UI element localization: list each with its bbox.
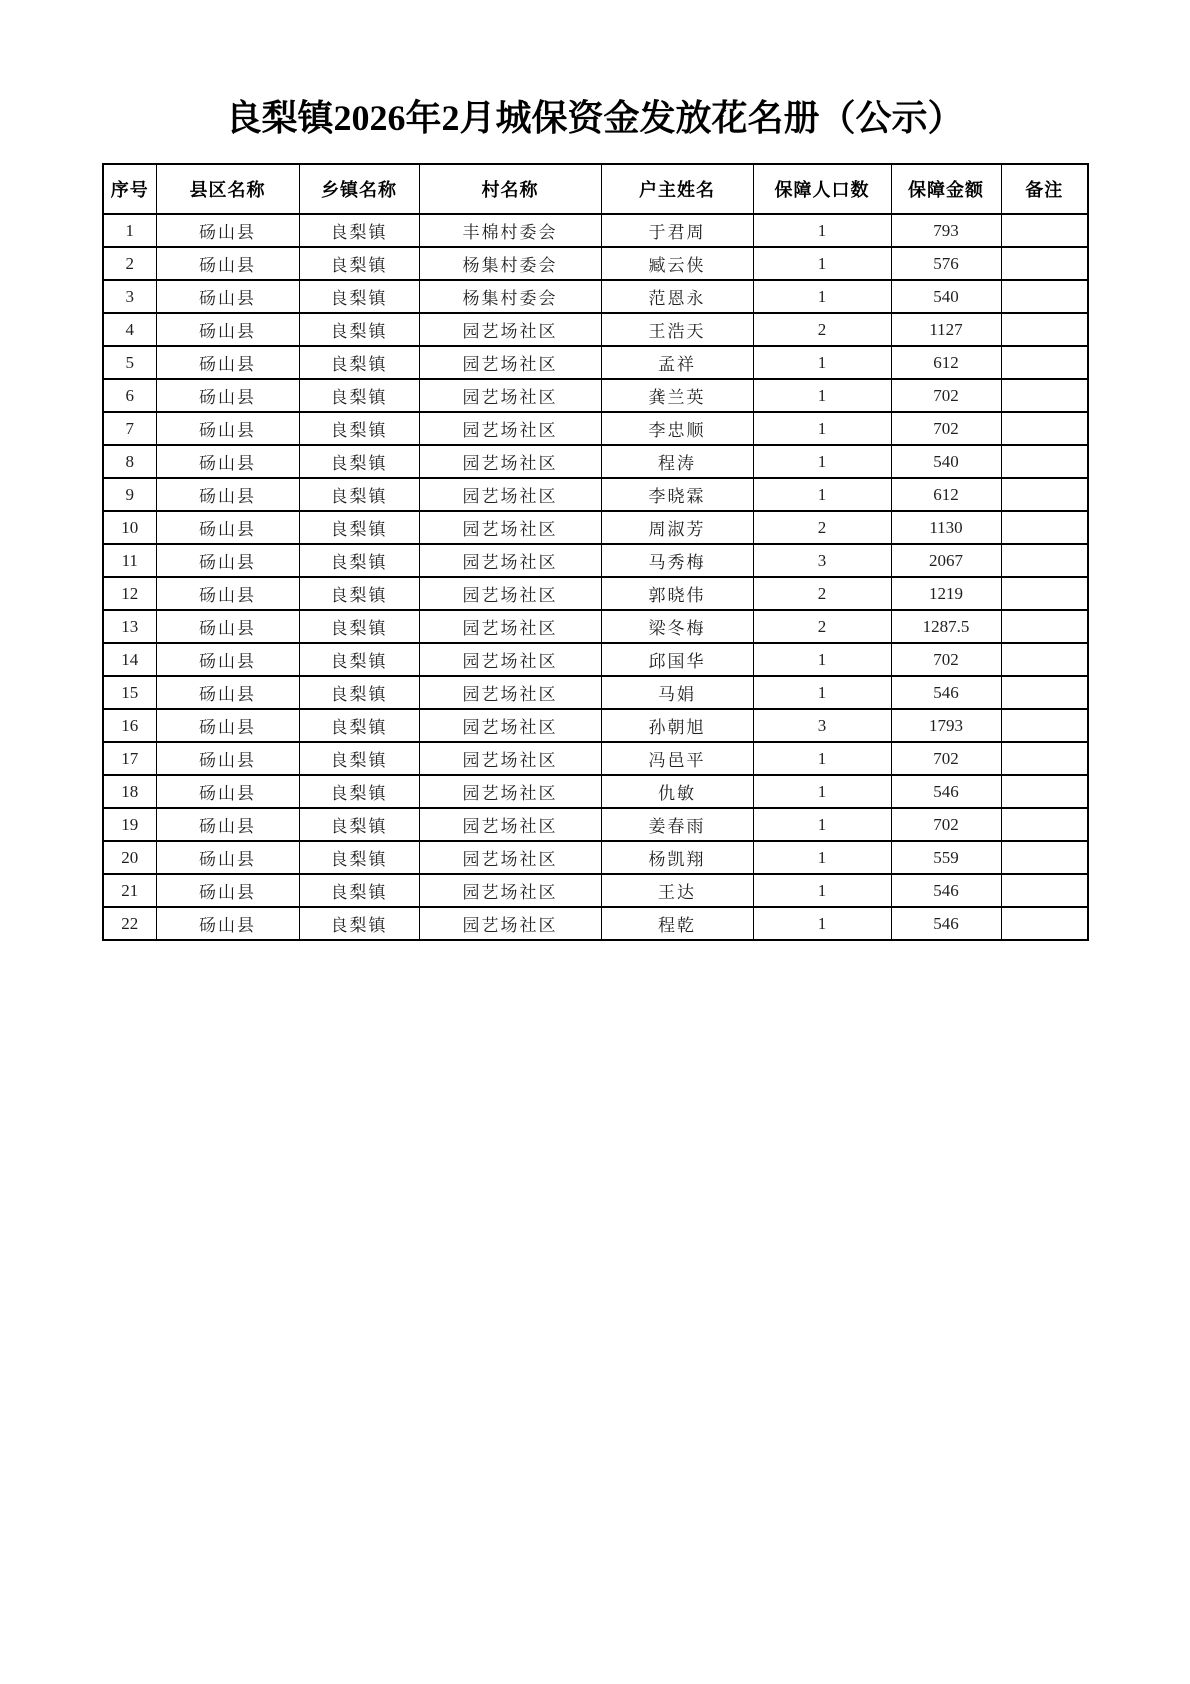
table-cell xyxy=(1001,907,1088,940)
column-header-4: 户主姓名 xyxy=(601,164,753,214)
table-cell: 良梨镇 xyxy=(299,742,419,775)
table-cell: 园艺场社区 xyxy=(419,742,601,775)
table-row xyxy=(103,775,1088,808)
table-cell: 杨凯翔 xyxy=(601,841,753,874)
table-cell: 1 xyxy=(753,643,891,676)
table-cell: 园艺场社区 xyxy=(419,907,601,940)
table-cell: 园艺场社区 xyxy=(419,841,601,874)
table-cell: 559 xyxy=(891,841,1001,874)
table-cell: 2 xyxy=(753,577,891,610)
column-header-0: 序号 xyxy=(103,164,156,214)
table-cell: 良梨镇 xyxy=(299,412,419,445)
table-cell: 良梨镇 xyxy=(299,445,419,478)
table-cell: 5 xyxy=(103,346,156,379)
table-row xyxy=(103,379,1088,412)
table-cell: 王浩天 xyxy=(601,313,753,346)
table-cell: 良梨镇 xyxy=(299,247,419,280)
table-cell: 8 xyxy=(103,445,156,478)
table-header xyxy=(103,164,1088,214)
column-header-6: 保障金额 xyxy=(891,164,1001,214)
column-header-7: 备注 xyxy=(1001,164,1088,214)
table-cell: 21 xyxy=(103,874,156,907)
table-cell: 7 xyxy=(103,412,156,445)
table-cell: 1 xyxy=(753,676,891,709)
table-cell xyxy=(1001,412,1088,445)
table-cell: 6 xyxy=(103,379,156,412)
table-row xyxy=(103,511,1088,544)
table-cell: 砀山县 xyxy=(156,379,299,412)
table-cell: 良梨镇 xyxy=(299,511,419,544)
table-cell: 李忠顺 xyxy=(601,412,753,445)
column-header-3: 村名称 xyxy=(419,164,601,214)
table-cell: 702 xyxy=(891,742,1001,775)
table-cell: 良梨镇 xyxy=(299,577,419,610)
table-cell: 1 xyxy=(753,841,891,874)
table-cell: 2 xyxy=(753,313,891,346)
table-row xyxy=(103,874,1088,907)
table-row xyxy=(103,742,1088,775)
table-cell: 良梨镇 xyxy=(299,379,419,412)
table-cell: 砀山县 xyxy=(156,610,299,643)
table-cell: 702 xyxy=(891,643,1001,676)
table-cell: 612 xyxy=(891,346,1001,379)
table-cell: 18 xyxy=(103,775,156,808)
table-cell: 邱国华 xyxy=(601,643,753,676)
table-cell: 2067 xyxy=(891,544,1001,577)
table-row xyxy=(103,412,1088,445)
table-row xyxy=(103,907,1088,940)
table-row xyxy=(103,577,1088,610)
table-cell xyxy=(1001,247,1088,280)
table-cell: 砀山县 xyxy=(156,214,299,247)
table-row xyxy=(103,478,1088,511)
table-cell: 砀山县 xyxy=(156,346,299,379)
table-cell: 砀山县 xyxy=(156,313,299,346)
table-cell: 良梨镇 xyxy=(299,709,419,742)
table-cell: 园艺场社区 xyxy=(419,445,601,478)
table-cell: 2 xyxy=(753,610,891,643)
table-cell xyxy=(1001,577,1088,610)
table-cell: 546 xyxy=(891,907,1001,940)
table-cell: 园艺场社区 xyxy=(419,478,601,511)
table-row xyxy=(103,610,1088,643)
table-cell: 砀山县 xyxy=(156,412,299,445)
table-cell xyxy=(1001,742,1088,775)
table-cell xyxy=(1001,544,1088,577)
table-cell: 17 xyxy=(103,742,156,775)
table-cell: 良梨镇 xyxy=(299,610,419,643)
table-cell: 3 xyxy=(753,544,891,577)
table-cell: 良梨镇 xyxy=(299,643,419,676)
table-cell xyxy=(1001,808,1088,841)
table-cell xyxy=(1001,214,1088,247)
table-cell: 园艺场社区 xyxy=(419,412,601,445)
table-row xyxy=(103,841,1088,874)
table-cell: 702 xyxy=(891,379,1001,412)
table-cell: 砀山县 xyxy=(156,577,299,610)
table-cell: 程涛 xyxy=(601,445,753,478)
page-title: 良梨镇2026年2月城保资金发放花名册（公示） xyxy=(225,98,964,138)
table-cell xyxy=(1001,280,1088,313)
table-cell: 园艺场社区 xyxy=(419,874,601,907)
table-cell: 砀山县 xyxy=(156,907,299,940)
table-cell: 良梨镇 xyxy=(299,874,419,907)
table-row xyxy=(103,247,1088,280)
column-header-5: 保障人口数 xyxy=(753,164,891,214)
table-cell: 1793 xyxy=(891,709,1001,742)
table-cell: 1 xyxy=(753,412,891,445)
table-row xyxy=(103,445,1088,478)
table-cell: 2 xyxy=(753,511,891,544)
table-cell: 王达 xyxy=(601,874,753,907)
table-cell: 14 xyxy=(103,643,156,676)
table-cell: 园艺场社区 xyxy=(419,379,601,412)
table-cell: 1287.5 xyxy=(891,610,1001,643)
table-cell: 1 xyxy=(753,874,891,907)
table-cell: 梁冬梅 xyxy=(601,610,753,643)
table-cell: 园艺场社区 xyxy=(419,346,601,379)
table-cell: 范恩永 xyxy=(601,280,753,313)
table-cell: 12 xyxy=(103,577,156,610)
column-header-2: 乡镇名称 xyxy=(299,164,419,214)
table-cell xyxy=(1001,346,1088,379)
table-cell: 良梨镇 xyxy=(299,280,419,313)
table-cell: 仇敏 xyxy=(601,775,753,808)
table-cell xyxy=(1001,313,1088,346)
table-cell: 于君周 xyxy=(601,214,753,247)
table-cell: 孙朝旭 xyxy=(601,709,753,742)
table-cell: 砀山县 xyxy=(156,775,299,808)
table-cell: 良梨镇 xyxy=(299,346,419,379)
table-cell: 1 xyxy=(753,907,891,940)
roster-table xyxy=(102,163,1089,941)
table-cell: 1219 xyxy=(891,577,1001,610)
table-cell: 4 xyxy=(103,313,156,346)
table-cell: 郭晓伟 xyxy=(601,577,753,610)
table-cell: 马秀梅 xyxy=(601,544,753,577)
table-cell xyxy=(1001,610,1088,643)
table-cell: 砀山县 xyxy=(156,643,299,676)
table-cell: 1 xyxy=(753,280,891,313)
table-cell: 1 xyxy=(753,214,891,247)
table-cell xyxy=(1001,676,1088,709)
table-cell: 程乾 xyxy=(601,907,753,940)
table-cell: 园艺场社区 xyxy=(419,577,601,610)
table-row xyxy=(103,544,1088,577)
table-row xyxy=(103,346,1088,379)
table-cell: 良梨镇 xyxy=(299,544,419,577)
table-cell: 砀山县 xyxy=(156,511,299,544)
table-row xyxy=(103,709,1088,742)
table-cell: 20 xyxy=(103,841,156,874)
table-cell: 砀山县 xyxy=(156,676,299,709)
table-cell: 砀山县 xyxy=(156,445,299,478)
table-cell: 1127 xyxy=(891,313,1001,346)
table-cell: 杨集村委会 xyxy=(419,280,601,313)
table-row xyxy=(103,280,1088,313)
table-cell: 姜春雨 xyxy=(601,808,753,841)
table-cell xyxy=(1001,643,1088,676)
table-cell: 1 xyxy=(753,775,891,808)
header-row xyxy=(103,164,1088,214)
table-cell: 良梨镇 xyxy=(299,478,419,511)
table-cell: 龚兰英 xyxy=(601,379,753,412)
table-cell xyxy=(1001,841,1088,874)
table-cell: 良梨镇 xyxy=(299,841,419,874)
table-cell: 11 xyxy=(103,544,156,577)
table-cell: 1 xyxy=(753,247,891,280)
table-cell: 砀山县 xyxy=(156,478,299,511)
table-cell: 良梨镇 xyxy=(299,676,419,709)
table-cell: 793 xyxy=(891,214,1001,247)
table-cell: 良梨镇 xyxy=(299,313,419,346)
table-cell: 良梨镇 xyxy=(299,907,419,940)
table-cell: 1 xyxy=(753,445,891,478)
table-cell: 3 xyxy=(753,709,891,742)
table-cell: 1 xyxy=(753,808,891,841)
table-cell xyxy=(1001,445,1088,478)
table-cell: 砀山县 xyxy=(156,841,299,874)
table-cell: 良梨镇 xyxy=(299,214,419,247)
table-row xyxy=(103,313,1088,346)
table-cell: 540 xyxy=(891,445,1001,478)
table-cell: 砀山县 xyxy=(156,280,299,313)
table-cell: 1 xyxy=(753,478,891,511)
table-cell: 园艺场社区 xyxy=(419,709,601,742)
table-cell: 546 xyxy=(891,676,1001,709)
table-cell: 1 xyxy=(753,742,891,775)
table-cell: 砀山县 xyxy=(156,742,299,775)
table-cell xyxy=(1001,478,1088,511)
table-cell: 702 xyxy=(891,412,1001,445)
table-cell: 周淑芳 xyxy=(601,511,753,544)
table-cell: 砀山县 xyxy=(156,709,299,742)
table-body xyxy=(103,214,1088,940)
table-cell: 李晓霖 xyxy=(601,478,753,511)
table-cell: 546 xyxy=(891,874,1001,907)
table-cell: 1 xyxy=(753,379,891,412)
table-cell: 杨集村委会 xyxy=(419,247,601,280)
table-cell xyxy=(1001,379,1088,412)
table-row xyxy=(103,808,1088,841)
table-cell: 1130 xyxy=(891,511,1001,544)
table-cell: 1 xyxy=(103,214,156,247)
table-cell: 园艺场社区 xyxy=(419,676,601,709)
table-cell: 砀山县 xyxy=(156,874,299,907)
table-cell: 园艺场社区 xyxy=(419,544,601,577)
table-cell: 园艺场社区 xyxy=(419,643,601,676)
table-cell: 1 xyxy=(753,346,891,379)
table-cell xyxy=(1001,709,1088,742)
table-cell: 612 xyxy=(891,478,1001,511)
table-cell: 576 xyxy=(891,247,1001,280)
column-header-1: 县区名称 xyxy=(156,164,299,214)
table-cell: 15 xyxy=(103,676,156,709)
table-cell: 19 xyxy=(103,808,156,841)
table-cell: 13 xyxy=(103,610,156,643)
table-cell: 10 xyxy=(103,511,156,544)
table-cell: 砀山县 xyxy=(156,247,299,280)
table-cell: 540 xyxy=(891,280,1001,313)
table-cell: 砀山县 xyxy=(156,544,299,577)
table-cell: 臧云侠 xyxy=(601,247,753,280)
table-cell: 546 xyxy=(891,775,1001,808)
table-cell: 16 xyxy=(103,709,156,742)
table-cell: 马娟 xyxy=(601,676,753,709)
table-cell: 丰棉村委会 xyxy=(419,214,601,247)
table-row xyxy=(103,643,1088,676)
table-cell: 孟祥 xyxy=(601,346,753,379)
table-cell xyxy=(1001,874,1088,907)
table-cell: 良梨镇 xyxy=(299,808,419,841)
table-row xyxy=(103,676,1088,709)
table-cell: 良梨镇 xyxy=(299,775,419,808)
table-cell xyxy=(1001,511,1088,544)
table-cell: 砀山县 xyxy=(156,808,299,841)
table-cell: 园艺场社区 xyxy=(419,610,601,643)
table-cell: 园艺场社区 xyxy=(419,775,601,808)
table-cell: 2 xyxy=(103,247,156,280)
table-cell: 园艺场社区 xyxy=(419,511,601,544)
table-cell: 园艺场社区 xyxy=(419,313,601,346)
table-cell: 冯邑平 xyxy=(601,742,753,775)
table-cell: 园艺场社区 xyxy=(419,808,601,841)
table-cell: 3 xyxy=(103,280,156,313)
table-cell xyxy=(1001,775,1088,808)
table-cell: 702 xyxy=(891,808,1001,841)
table-cell: 22 xyxy=(103,907,156,940)
table-row xyxy=(103,214,1088,247)
table-cell: 9 xyxy=(103,478,156,511)
